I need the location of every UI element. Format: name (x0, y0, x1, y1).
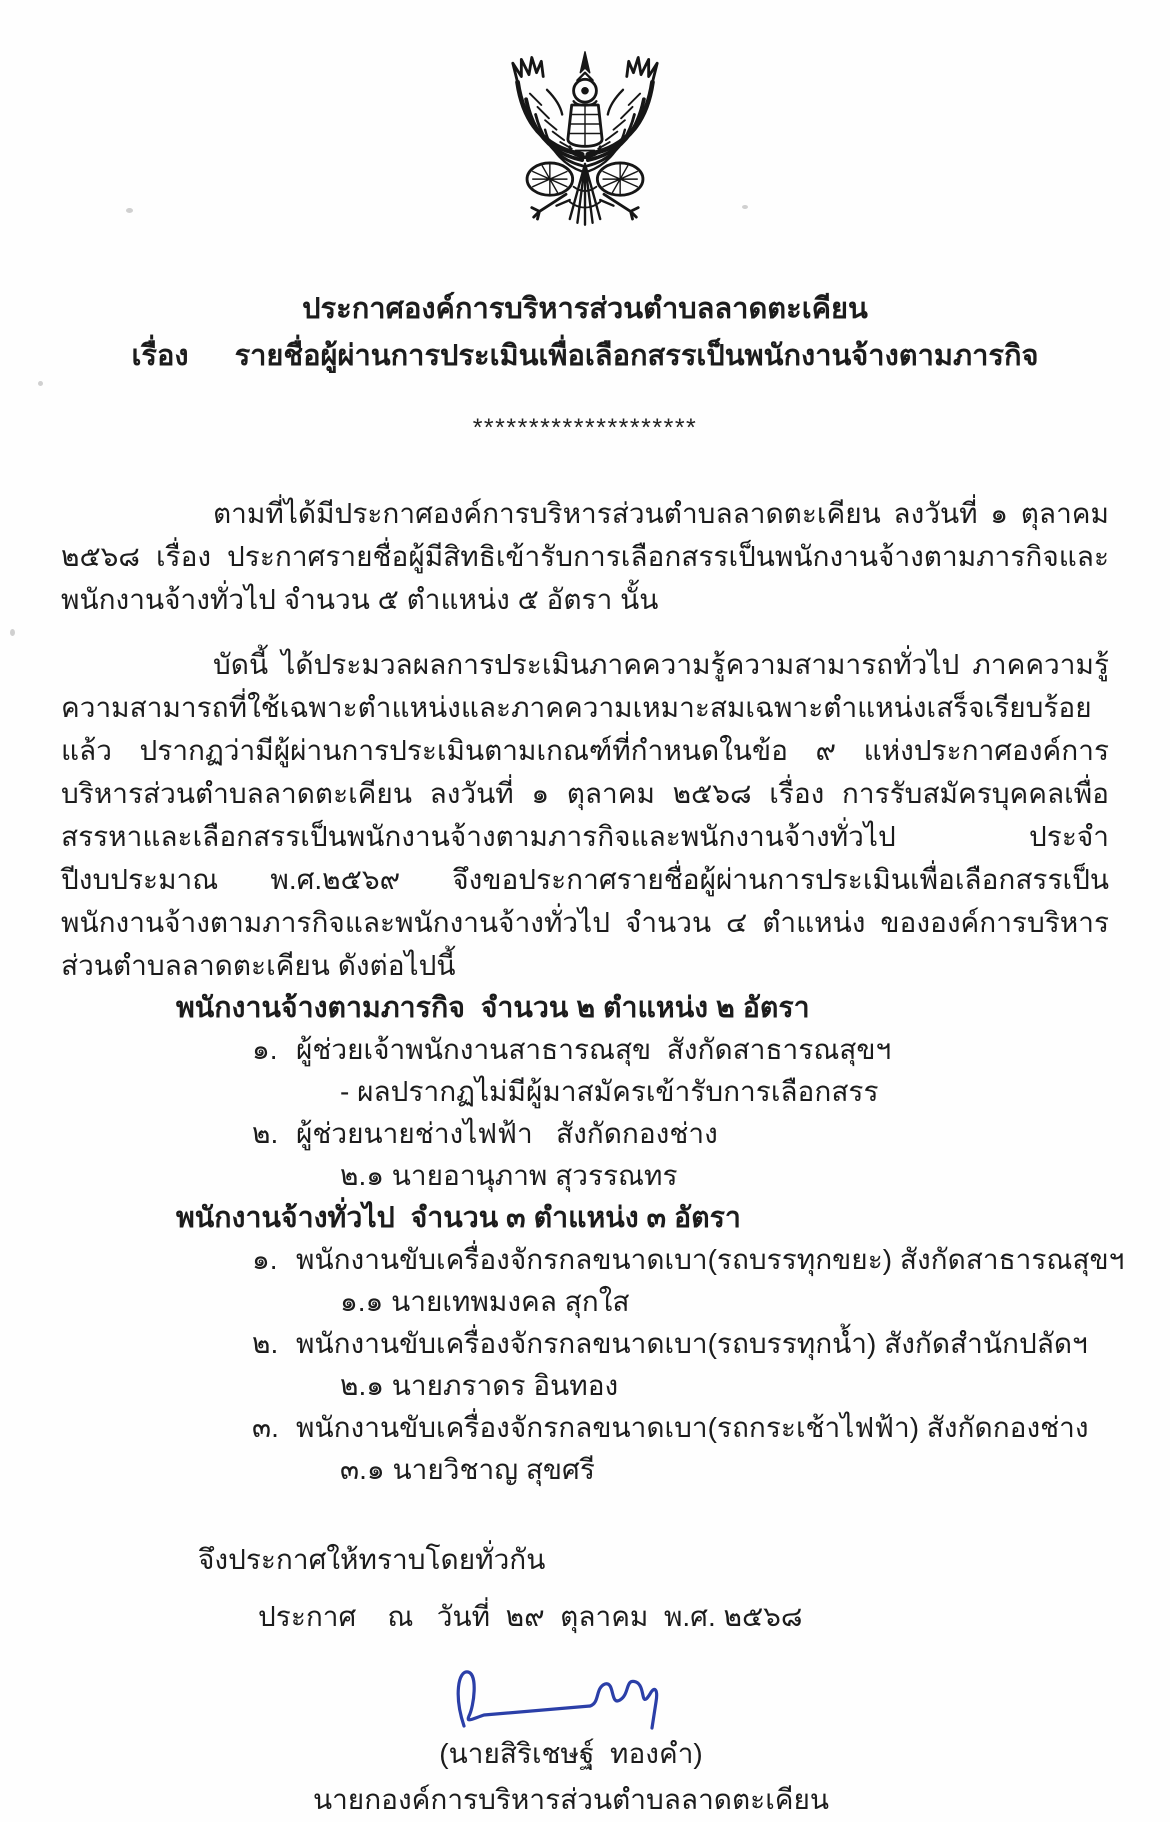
paragraph-announcement: บัดนี้ ได้ประมวลผลการประเมินภาคความรู้ความสามารถทั่วไป ภาคความรู้ความสามารถที่ใช้เฉพาะตำแหน่งและภาคความเหมาะสมเฉพาะตำแหน่งเสร็จเรียบร้อยแล้ว ปรากฏว่ามีผู้ผ่านการประเมินตามเกณฑ์ที่กำหนดในข้อ ๙ แห่งประกาศองค์การบริหารส่วนตำบลลาดตะเคียน ลงวันที่ ๑ ตุลาคม ๒๕๖๘ เรื่อง การรับสมัครบุคคลเพื่อสรรหาและเลือกสรรเป็นพนักงานจ้างตามภารกิจและพนักงานจ้างทั่วไป ประจำปีงบประมาณ พ.ศ.๒๕๖๙ จึงขอประกาศรายชื่อผู้ผ่านการประเมินเพื่อเลือกสรรเป็นพนักงานจ้างตามภารกิจและพนักงานจ้างทั่วไป จำนวน ๔ ตำแหน่ง ขององค์การบริหารส่วนตำบลลาดตะเคียน ดังต่อไปนี้ (61, 649, 1109, 981)
item-number: ๓. (252, 1412, 279, 1443)
list-item (0, 1029, 1170, 1071)
list-item (0, 1407, 1170, 1449)
list-item (0, 1113, 1170, 1155)
list-subitem: ๑.๑ นายเทพมงคล สุกใส (340, 1286, 630, 1317)
list-subitem: ๒.๑ นายภราดร อินทอง (340, 1370, 619, 1401)
divider-stars: ******************** (472, 414, 698, 442)
scan-artifact (742, 205, 748, 209)
item-title: ผู้ช่วยนายช่างไฟฟ้า สังกัดกองช่าง (296, 1118, 718, 1149)
signer-title: นายกองค์การบริหารส่วนตำบลลาดตะเคียน (312, 1784, 830, 1815)
list-item (0, 1239, 1170, 1281)
list-subitem: ๒.๑ นายอานุภาพ สุวรรณทร (340, 1160, 678, 1191)
item-title: พนักงานขับเครื่องจักรกลขนาดเบา(รถบรรทุกน้ำ) สังกัดสำนักปลัดฯ (296, 1328, 1088, 1359)
acknowledgement-line: จึงประกาศให้ทราบโดยทั่วกัน (198, 1544, 546, 1575)
list-subitem: ๓.๑ นายวิชาญ สุขศรี (340, 1454, 595, 1485)
announcement-date-line: ประกาศ ณ วันที่ ๒๙ ตุลาคม พ.ศ. ๒๕๖๘ (258, 1601, 803, 1632)
item-title: ผู้ช่วยเจ้าพนักงานสาธารณสุข สังกัดสาธารณสุขฯ (296, 1034, 892, 1065)
item-number: ๑. (252, 1034, 278, 1065)
garuda-emblem-icon (489, 48, 681, 238)
subject-text: รายชื่อผู้ผ่านการประเมินเพื่อเลือกสรรเป็นพนักงานจ้างตามภารกิจ (234, 340, 1039, 372)
subject-label: เรื่อง (131, 340, 189, 372)
subject-row (0, 334, 1170, 378)
item-number: ๒. (252, 1118, 279, 1149)
scan-artifact (126, 208, 133, 213)
document-title: ประกาศองค์การบริหารส่วนตำบลลาดตะเคียน (302, 293, 868, 325)
signature-ink (448, 1662, 698, 1734)
item-number: ๑. (252, 1244, 278, 1275)
list-subitem: - ผลปรากฏไม่มีผู้มาสมัครเข้ารับการเลือกสรร (340, 1076, 879, 1107)
item-title: พนักงานขับเครื่องจักรกลขนาดเบา(รถกระเช้าไฟฟ้า) สังกัดกองช่าง (296, 1412, 1089, 1443)
paragraph-reference: ตามที่ได้มีประกาศองค์การบริหารส่วนตำบลลาดตะเคียน ลงวันที่ ๑ ตุลาคม ๒๕๖๘ เรื่อง ประกาศรายชื่อผู้มีสิทธิเข้ารับการเลือกสรรเป็นพนักงานจ้างตามภารกิจและพนักงานจ้างทั่วไป จำนวน ๕ ตำแหน่ง ๕ อัตรา นั้น (61, 498, 1109, 615)
signer-name: (นายสิริเชษฐ์ ทองคำ) (439, 1738, 703, 1769)
section-heading-general-employees: พนักงานจ้างทั่วไป จำนวน ๓ ตำแหน่ง ๓ อัตรา (176, 1202, 741, 1234)
scan-artifact (10, 629, 15, 636)
section-heading-mission-employees: พนักงานจ้างตามภารกิจ จำนวน ๒ ตำแหน่ง ๒ อัตรา (176, 992, 810, 1024)
list-item (0, 1323, 1170, 1365)
item-number: ๒. (252, 1328, 279, 1359)
item-title: พนักงานขับเครื่องจักรกลขนาดเบา(รถบรรทุกขยะ) สังกัดสาธารณสุขฯ (296, 1244, 1125, 1275)
scan-artifact (38, 381, 43, 386)
